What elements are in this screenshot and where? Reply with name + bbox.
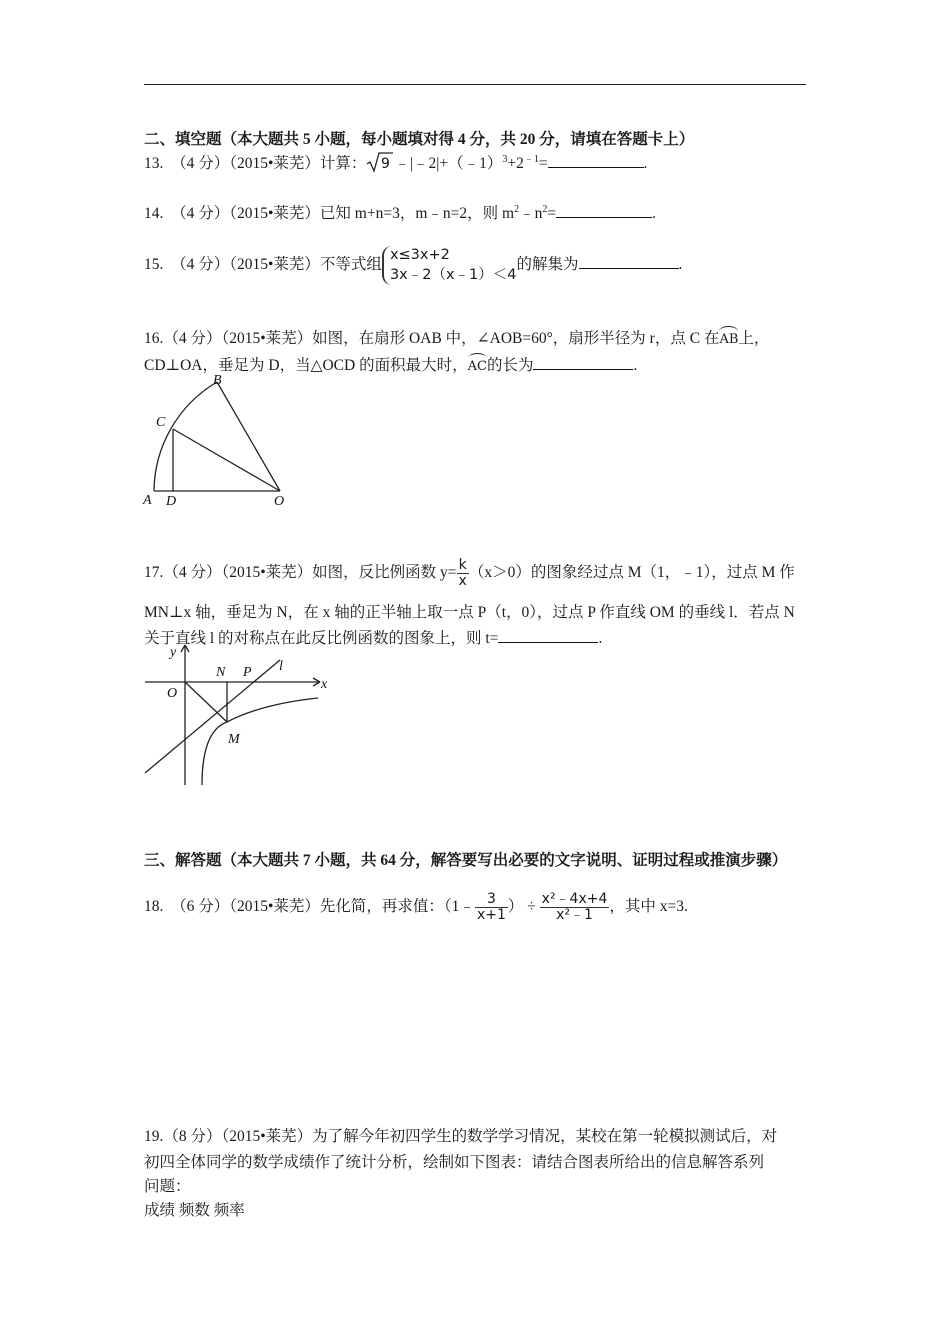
q15-suffix: 的解集为: [516, 256, 579, 274]
q14-suffix: =: [547, 205, 557, 222]
q13-exp2: ﹣1: [523, 154, 539, 165]
answer-blank-15[interactable]: [579, 254, 679, 269]
sqrt-symbol: [366, 151, 394, 173]
q17-line1a: 17.（4 分）（2015•莱芜）如图，反比例函数 y=: [144, 563, 457, 581]
question-19-line-3: 问题：: [144, 1178, 191, 1195]
question-16-line-1: [144, 326, 769, 348]
line-l: [145, 660, 280, 773]
label-p: P: [243, 665, 252, 680]
label-c: C: [156, 415, 166, 430]
fraction-1-numerator: 3: [475, 892, 508, 908]
table-header: 成绩 频数 频率: [144, 1202, 245, 1219]
q17-line3a: 关于直线 l 的对称点在此反比例函数的图象上，则 t=: [144, 630, 499, 647]
label-o: O: [167, 686, 178, 701]
question-19-line-1: 19.（8 分）（2015•莱芜）为了解今年初四学生的数学学习情况，某校在第一轮模拟测试后，对: [144, 1128, 778, 1145]
fraction-2-denominator: x²﹣1: [556, 906, 593, 923]
q16-end: .: [633, 357, 638, 374]
inequality-1: x≤3x+2: [389, 247, 450, 263]
label-n: N: [216, 665, 226, 680]
answer-blank-13[interactable]: [548, 153, 644, 168]
q17-end: .: [598, 630, 603, 647]
fraction-denominator: x: [458, 572, 467, 589]
answer-blank-14[interactable]: [556, 203, 652, 218]
label-b: B: [213, 373, 222, 388]
division-sign: ÷: [527, 898, 536, 915]
q17-line1b: （x＞0）的图象经过点 M（1，﹣1），过点 M 作: [468, 563, 795, 581]
fraction-3-over-x-plus-1: [475, 892, 508, 922]
q16-line2a: CD⊥OA，垂足为 D，当△OCD 的面积最大时，: [144, 357, 468, 374]
label-y: y: [170, 645, 177, 660]
label-x: x: [321, 677, 328, 692]
q13-exp1: 3: [502, 154, 508, 165]
q13-mid: ﹣|﹣2|+（﹣1）: [394, 155, 503, 173]
answer-blank-16[interactable]: [533, 355, 633, 370]
q15-end: .: [678, 256, 683, 274]
sector-figure: [140, 370, 300, 512]
question-14: [144, 201, 656, 223]
fraction-numerator: k: [457, 558, 469, 574]
q14-prefix: 14. （4 分）（2015•莱芜）已知 m+n=3，m﹣n=2，则 m: [144, 205, 515, 222]
inequality-2: 3x﹣2（x﹣1）＜4: [389, 266, 517, 283]
question-17-line-1: [144, 558, 795, 588]
q16-line1a: 16.（4 分）（2015•莱芜）如图，在扇形 OAB 中，∠AOB=60°，扇形半径为 r，点 C 在: [144, 330, 720, 347]
q18-close: ）: [507, 898, 524, 915]
label-l: l: [279, 659, 283, 674]
q14-exp2: 2: [542, 203, 548, 215]
q14-exp1: 2: [514, 203, 520, 215]
question-15: [144, 246, 682, 285]
arc-ac: AC: [468, 355, 487, 374]
section-heading-solutions: 三、解答题（本大题共 7 小题，共 64 分，解答要写出必要的文字说明、证明过程或推演步骤）: [144, 852, 788, 869]
fraction-k-over-x: [457, 558, 469, 588]
header-rule: [144, 84, 806, 85]
q13-suffix: =: [538, 155, 548, 173]
answer-blank-17[interactable]: [498, 628, 598, 643]
inequality-system: [382, 246, 517, 285]
label-d: D: [166, 494, 177, 509]
section-heading-fill-in: 二、填空题（本大题共 5 小题，每小题填对得 4 分，共 20 分，请填在答题卡上）: [144, 131, 695, 148]
fraction-2-numerator: x²﹣4x+4: [541, 891, 608, 908]
q15-prefix: 15. （4 分）（2015•莱芜）不等式组: [144, 256, 382, 274]
label-m: M: [228, 732, 240, 747]
question-17-line-2: MN⊥x 轴，垂足为 N，在 x 轴的正半轴上取一点 P（t，0），过点 P 作直线 OM 的垂线 l．若点 N: [144, 604, 795, 621]
question-19-line-2: 初四全体同学的数学成绩作了统计分析，绘制如下图表：请结合图表所给出的信息解答系列: [144, 1154, 765, 1171]
q16-line1b: 上，: [738, 330, 770, 347]
hyperbola-figure: [140, 640, 340, 790]
q18-prefix: 18. （6 分）（2015•莱芜）先化简，再求值：（1﹣: [144, 898, 475, 915]
fraction-quadratic: [540, 892, 610, 922]
segment-om: [185, 682, 227, 722]
segment-oc: [173, 429, 280, 491]
sqrt-argument: 9: [381, 156, 391, 173]
q14-end: .: [652, 205, 656, 222]
q13-mid2: +2: [507, 155, 524, 173]
q13-end: .: [643, 155, 648, 173]
question-13: [144, 150, 648, 173]
question-18: [144, 888, 688, 926]
q18-suffix: ，其中 x=3.: [609, 898, 688, 915]
arc-ab: AB: [719, 328, 738, 347]
q14-mid: ﹣n: [519, 205, 543, 222]
label-a: A: [143, 493, 152, 508]
q16-line2b: 的长为: [486, 357, 534, 374]
fraction-1-denominator: x+1: [476, 906, 506, 923]
label-o: O: [274, 494, 285, 509]
q13-prefix: 13. （4 分）（2015•莱芜）计算：: [144, 155, 367, 173]
segment-ob: [217, 382, 280, 491]
